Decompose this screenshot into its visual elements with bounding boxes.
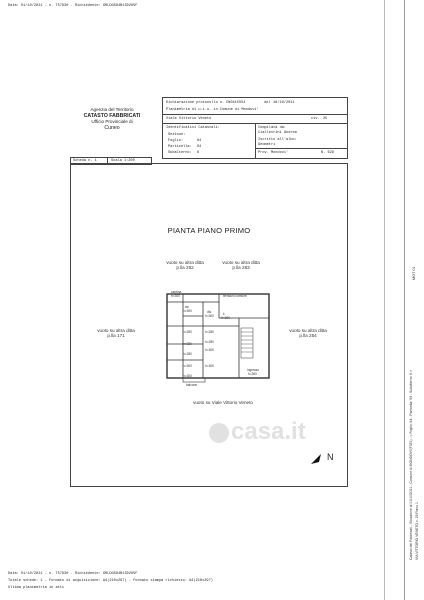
top-meta-line: Data: 01/10/2021 - n. T57930 - Richiedente: GRLDGS84B13D205F <box>8 4 138 8</box>
balcony-label: balcone <box>186 383 198 387</box>
compilata-label: Compilata da: <box>258 126 287 130</box>
room-k-h: h=300 <box>221 316 230 320</box>
declaration-box <box>162 97 348 159</box>
declaration-number: CN0415554 <box>226 101 246 105</box>
sezione-label: Sezione: <box>168 133 186 137</box>
floor-plan-drawing <box>159 288 279 388</box>
address: Viale Vittorio Veneto <box>166 117 212 121</box>
room-h-2: h=280 <box>205 330 214 334</box>
ids-title: Identificativi Catastali: <box>166 126 220 130</box>
agency-office: Ufficio Provinciale di <box>91 119 133 124</box>
void-right: vuoto su altra ditta p.lla 254 <box>289 328 327 339</box>
room-k: k <box>223 312 225 316</box>
room-ingresso: ingresso <box>247 368 260 372</box>
agency-name: Agenzia del Territorio <box>90 107 134 112</box>
north-arrow-icon <box>309 450 329 466</box>
room-dis-h: h=300 <box>205 314 214 318</box>
civ-label: civ. <box>311 117 320 121</box>
plan-title: PIANTA PIANO PRIMO <box>167 226 251 235</box>
subalterno-label: Subalterno: <box>168 151 192 155</box>
side-text-address: VIA VITTORIO VENETO n. 25 Piano 1 <box>415 502 419 560</box>
iscritto-label: Iscritto all'albo: <box>258 138 297 142</box>
prov-label: Prov. Mondovi' <box>258 151 289 155</box>
void-top-right: vuoto su altra ditta p.lla 283 <box>222 260 260 271</box>
room-h-1: h=280 <box>183 330 192 334</box>
bottom-meta-line-2: Totale schede: 1 - Formato di acquisizione: A4(210x297) - Formato stampa richiesto: A4(210x297) <box>8 579 213 583</box>
scala-label: Scala 1:200 <box>111 159 135 163</box>
agency-catasto: CATASTO FABBRICATI <box>83 113 141 119</box>
subalterno-value: 6 <box>197 151 200 155</box>
civ-number: 25 <box>323 117 328 121</box>
room-h-9: h=300 <box>183 374 192 378</box>
room-cantina: cantina <box>171 290 182 294</box>
room-cantina-h: h=300 <box>171 294 180 298</box>
scheda-label: Scheda n. 1 <box>73 159 97 163</box>
void-bottom: vuoto su Viale Vittorio Veneto <box>193 400 253 405</box>
side-tag: MOT 01 <box>412 266 416 280</box>
side-text-catasto: Catasto dei Fabbricati - Situazione al 01/10/2021 - Comune di MONDOVI'(F351) - < Foglio: 64 - Particella: 94 - Subalterno: 6 > <box>409 369 413 560</box>
watermark: casa.it <box>209 418 306 446</box>
room-h-6: h=280 <box>183 352 192 356</box>
room-wc: wc <box>185 305 189 309</box>
room-dis: dis. <box>207 310 212 314</box>
void-left: vuoto su altra ditta p.lla 171 <box>97 328 135 339</box>
room-h-3: h=280 <box>183 342 192 346</box>
compilata-name: Ciallevrini Andrea <box>258 131 297 135</box>
particella-value: 94 <box>197 145 202 149</box>
room-wc-h: h=300 <box>183 309 192 313</box>
bottom-meta-line-3: Ultima planimetria in atti <box>8 586 65 590</box>
foglio-value: 64 <box>197 139 202 143</box>
terrace-label: terrazzo comune <box>223 294 247 298</box>
bottom-meta-line-1: Data: 01/10/2021 - n. T57930 - Richiedente: GRLDGS84B13D205F <box>8 572 138 576</box>
watermark-icon <box>209 423 229 443</box>
void-top-left: vuoto su altra ditta p.lla 282 <box>166 260 204 271</box>
right-margin-line <box>404 0 405 600</box>
declaration-date: 18/10/2011 <box>273 101 295 105</box>
prov-number: N. 629 <box>321 151 334 155</box>
plan-frame <box>70 163 348 487</box>
iscritto-value: Geometri <box>258 143 276 147</box>
stair-block <box>241 328 253 358</box>
north-label: N <box>327 452 334 462</box>
right-margin-line-2 <box>384 0 385 600</box>
room-h-4: h=280 <box>205 340 214 344</box>
room-h-7: h=300 <box>183 364 192 368</box>
room-h-5: h=300 <box>205 348 214 352</box>
foglio-label: Foglio: <box>168 139 184 143</box>
agency-city: Cuneo <box>104 125 120 131</box>
declaration-label: Dichiarazione protocollo n. <box>166 101 225 105</box>
declaration-date-label: del <box>264 101 271 105</box>
agency-block <box>72 107 152 131</box>
particella-label: Particella: <box>168 145 192 149</box>
room-ingresso-h: h=300 <box>248 372 257 376</box>
plan-line: Planimetria di u.i.u. in Comune di Mondovi' <box>166 108 259 112</box>
room-h-8: h=300 <box>205 364 214 368</box>
